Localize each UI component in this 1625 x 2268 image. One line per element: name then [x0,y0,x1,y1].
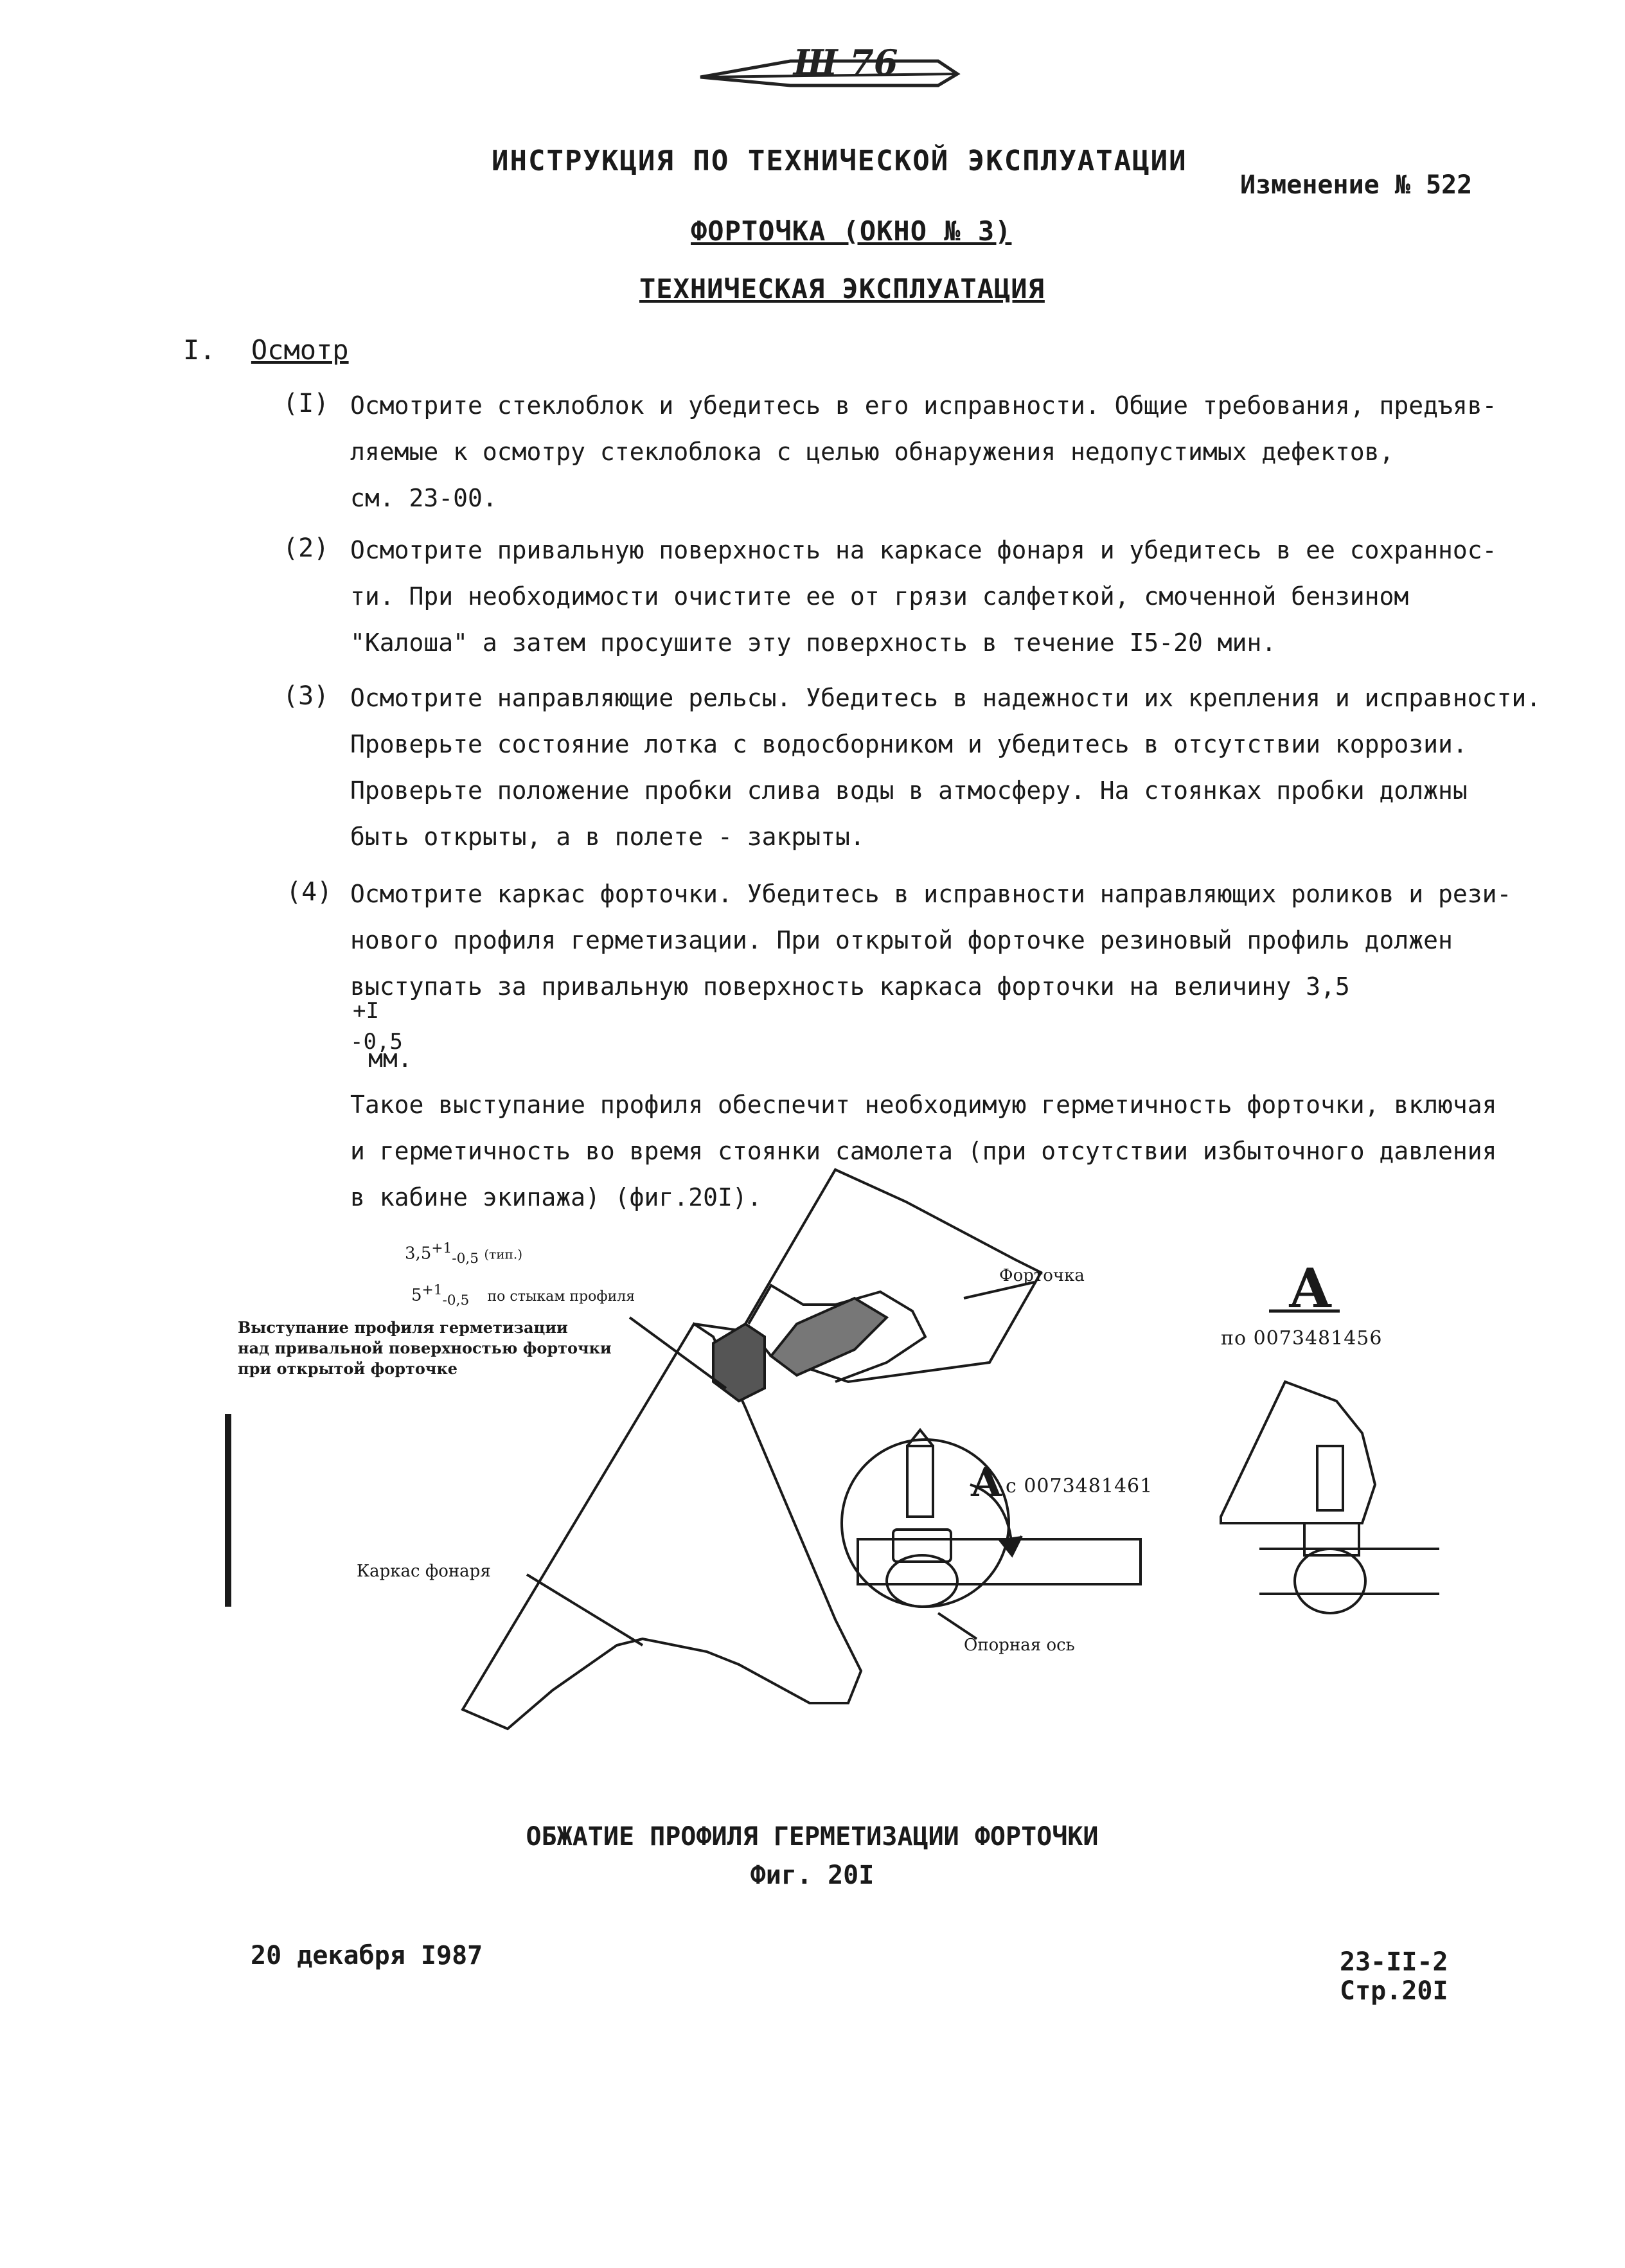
footer-page: Стр.20I [1340,1976,1448,2006]
bolt-tip [907,1430,933,1446]
tolerance-upper: +I [353,998,379,1024]
figure-caption-title: ОБЖАТИЕ ПРОФИЛЯ ГЕРМЕТИЗАЦИИ ФОРТОЧКИ [526,1822,1099,1852]
change-number: Изменение № 522 [1240,170,1473,200]
section-number: I. [183,334,216,366]
leader-axis [938,1613,977,1639]
seal-profile [713,1324,765,1401]
item-4-line-3-before: выступать за привальную поверхность каркаса форточки на величину 3,5 [350,972,1350,1001]
view-letter-a: А [970,1459,1003,1506]
dim-typical [405,1240,522,1267]
detail-ref: по 0073481456 [1221,1327,1383,1350]
karkas-label: Каркас фонаря [357,1562,491,1581]
detail-a-bolt [1317,1446,1343,1510]
item-1-line-1: Осмотрите стеклоблок и убедитесь в его исправности. Общие требования, предъяв- [350,391,1497,420]
roller [893,1530,951,1562]
section-title-tech-exploitation: ТЕХНИЧЕСКАЯ ЭКСПЛУАТАЦИЯ [639,273,1045,305]
dim1-lower: -0,5 [452,1250,479,1267]
dim1-upper: +1 [431,1240,452,1256]
dim2-upper: +1 [422,1282,443,1298]
item-number-1: (I) [283,389,330,418]
protrusion-line-2: над привальной поверхностью форточки [238,1339,612,1357]
dim1-note: (тип.) [484,1246,523,1262]
item-3-line-4: быть открыты, а в полете - закрыты. [350,823,865,851]
leader-protrusion [630,1317,726,1388]
dim1-base: 3,5 [405,1244,432,1263]
bolt [907,1446,933,1517]
item-number-4: (4) [286,877,333,907]
protrusion-line-1: Выступание профиля герметизации [238,1318,568,1337]
item-4-line-1: Осмотрите каркас форточки. Убедитесь в исправности направляющих роликов и рези- [350,880,1512,908]
figure-caption-number: Фиг. 20I [750,1861,875,1890]
item-2-line-1: Осмотрите привальную поверхность на каркасе фонаря и убедитесь в ее сохраннос- [350,536,1497,564]
item-4-line-6: в кабине экипажа) (фиг.20I). [350,1183,762,1211]
detail-a-frame [1221,1382,1375,1523]
fortochka-label: Форточка [999,1266,1085,1285]
item-1-line-2: ляемые к осмотру стеклоблока с целью обнаружения недопустимых дефектов, [350,438,1394,466]
item-number-3: (3) [283,681,330,711]
item-3-line-2: Проверьте состояние лотка с водосборником и убедитесь в отсутствии коррозии. [350,730,1468,758]
section-heading-text: Осмотр [251,334,349,366]
stamp-signature: Ш 76 [794,42,898,83]
protrusion-line-3: при открытой форточке [238,1359,458,1378]
item-3-line-1: Осмотрите направляющие рельсы. Убедитесь в надежности их крепления и исправности. [350,684,1541,712]
item-4-line-4: Такое выступание профиля обеспечит необходимую герметичность форточки, включая [350,1091,1497,1119]
item-4-line-5: и герметичность во время стоянки самолета (при отсутствии избыточного давления [350,1137,1497,1165]
item-4-line-3-after: мм. [368,1044,413,1073]
dim2-base: 5 [411,1285,422,1305]
item-1-line-3: см. 23-00. [350,484,497,512]
footer-doc-code: 23-II-2 [1340,1947,1448,1977]
section-title-fortochka: ФОРТОЧКА (ОКНО № 3) [691,215,1012,247]
tolerance-lower: -0,5 [350,1029,403,1055]
canopy-frame-shape [463,1324,861,1729]
protrusion-label [238,1317,612,1379]
dim2-note: по стыкам профиля [487,1288,635,1305]
document-title: ИНСТРУКЦИЯ ПО ТЕХНИЧЕСКОЙ ЭКСПЛУАТАЦИИ [492,145,1187,177]
view-ref: с 0073481461 [1006,1475,1153,1497]
axis-label: Опорная ось [964,1636,1075,1655]
detail-a-bearing [1295,1549,1365,1613]
detail-a-roller [1304,1523,1359,1555]
dim2-lower: -0,5 [442,1292,470,1308]
item-2-line-2: ти. При необходимости очистите ее от грязи салфеткой, смоченной бензином [350,582,1409,611]
item-4-line-2: нового профиля герметизации. При открытой форточке резиновый профиль должен [350,926,1453,954]
frame-section-hatch [771,1298,887,1375]
item-number-2: (2) [283,533,330,563]
leader-karkas [527,1575,643,1645]
detail-letter-a: А [1288,1256,1333,1320]
item-2-line-3: "Калоша" а затем просушите эту поверхность в течение I5-20 мин. [350,629,1277,657]
footer-date: 20 декабря I987 [251,1941,483,1970]
item-3-line-3: Проверьте положение пробки слива воды в атмосферу. На стоянках пробки должны [350,776,1468,805]
dim-joint [411,1282,635,1308]
